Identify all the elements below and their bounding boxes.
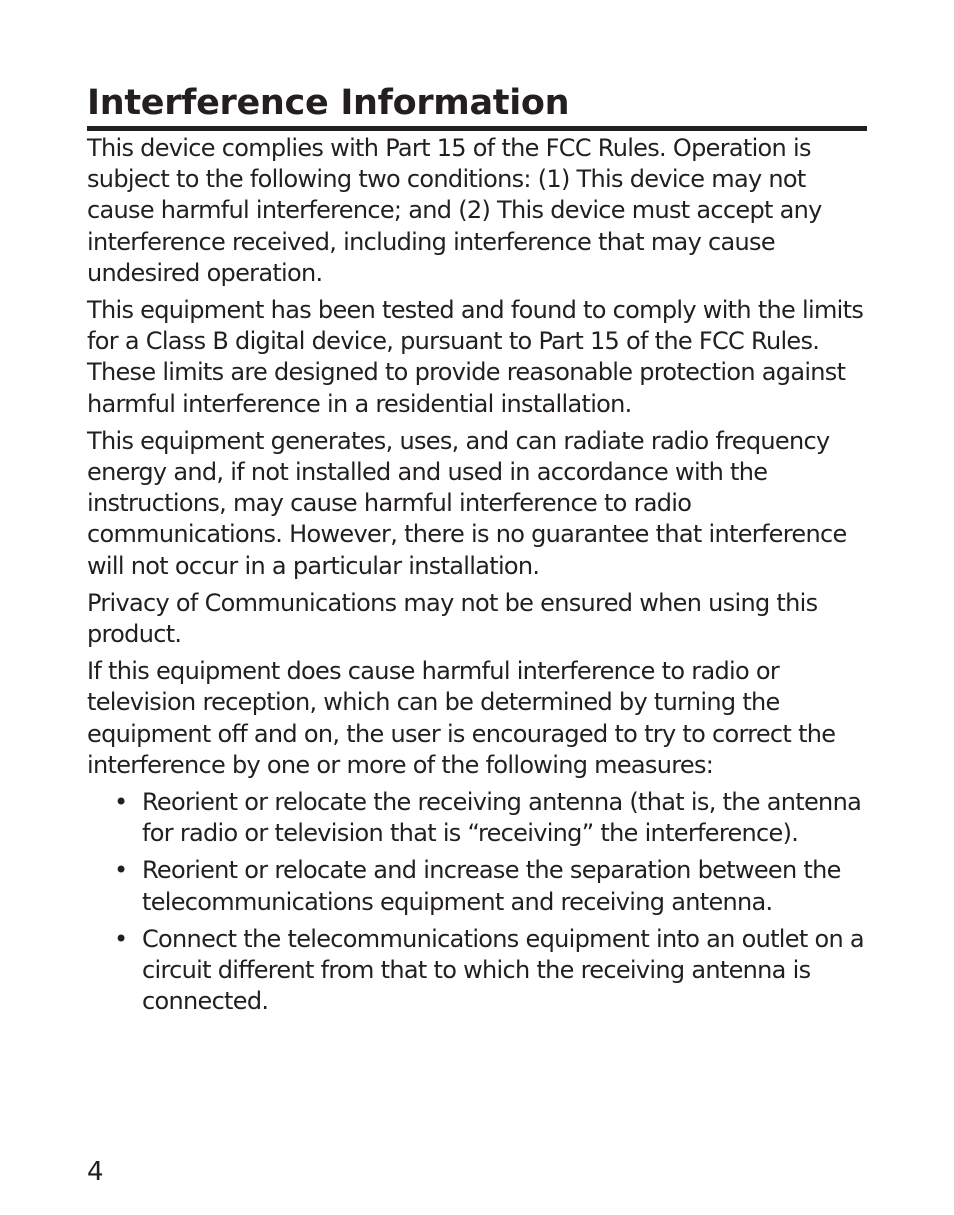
list-item <box>114 855 867 917</box>
page-number: 4 <box>87 1157 104 1187</box>
paragraph-radio-frequency: This equipment generates, uses, and can radiate radio frequency energy and, if not installed and used in accordance with the instructions, may cause harmful interference to radio communications. However, there is no guarantee that interference will not occur in a particular installation. <box>87 426 847 580</box>
list-item-text: Reorient or relocate the receiving antenna (that is, the antenna for radio or television that is “receiving” the interference). <box>142 788 862 848</box>
bullet-icon: • <box>114 856 128 885</box>
document-page <box>87 80 867 1023</box>
list-item <box>114 924 867 1018</box>
page-title: Interference Information <box>87 80 867 131</box>
measures-list <box>87 787 867 1017</box>
bullet-icon: • <box>114 924 128 953</box>
list-item-text: Reorient or relocate and increase the separation between the telecommunications equipment and receiving antenna. <box>142 856 841 916</box>
list-item <box>114 787 867 849</box>
list-item-text: Connect the telecommunications equipment into an outlet on a circuit different from that to which the receiving antenna is connected. <box>142 924 864 1016</box>
paragraph-class-b-limits: This equipment has been tested and found to comply with the limits for a Class B digital device, pursuant to Part 15 of the FCC Rules. These limits are designed to provide reasonable protection against harmful interference in a residential installation. <box>87 296 864 418</box>
paragraph-fcc-compliance: This device complies with Part 15 of the FCC Rules. Operation is subject to the following two conditions: (1) This device may not cause harmful interference; and (2) This device must accept any interference received, including interference that may cause undesired operation. <box>87 134 822 287</box>
bullet-icon: • <box>114 788 128 817</box>
paragraph-privacy: Privacy of Communications may not be ensured when using this product. <box>87 588 818 649</box>
paragraph-correct-interference: If this equipment does cause harmful interference to radio or television reception, which can be determined by turning the equipment off and on, the user is encouraged to try to correct the interference by one or more of the following measures: <box>87 657 836 779</box>
